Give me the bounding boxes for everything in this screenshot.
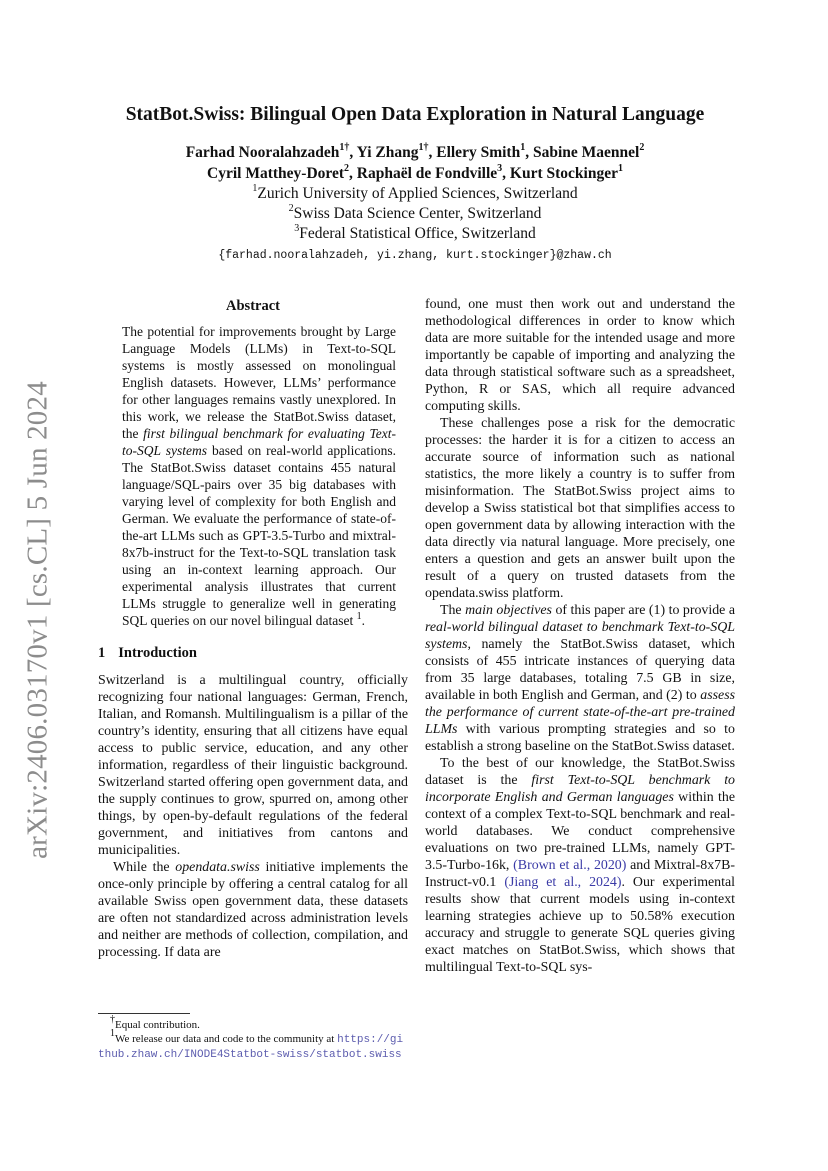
footnote xyxy=(98,1028,408,1062)
text-run: of this paper are (1) to provide a xyxy=(551,603,735,618)
right-column xyxy=(425,296,735,976)
author: Sabine Maennel xyxy=(532,144,640,161)
text-run: within the context of a complex Text-to-SQL benchmark and real-world databases. We conduct comprehensive evaluations on two pre-trained LLMs, namely GPT-3.5-Turbo-16k, xyxy=(425,790,735,873)
paper-title: StatBot.Swiss: Bilingual Open Data Exploration in Natural Language xyxy=(125,104,705,125)
footnote-ref[interactable]: 1 xyxy=(356,610,362,622)
text-emphasis: first Text-to-SQL benchmark to incorporate English and German languages xyxy=(425,773,735,805)
citation-link[interactable]: (Jiang et al., 2024) xyxy=(504,875,622,890)
abstract-part: based on real-world applications. The StatBot.Swiss dataset contains 455 natural language/SQL-pairs over 35 big databases with varying level of complexity for both English and German. We evaluate the performance of state-of-the-art LLMs such as GPT-3.5-Turbo and mixtral-8x7b-instruct for the Text-to-SQL translation task using an in-context learning approach. Our experimental analysis illustrates that current LLMs struggle to generalize well in generating SQL queries on our novel bilingual dataset xyxy=(122,443,396,628)
text-emphasis: assess the performance of current state-of-the-art pre-trained LLMs xyxy=(425,688,735,737)
text-run: and Mixtral-8x7B-Instruct-v0.1 xyxy=(425,858,735,890)
arxiv-sidebar xyxy=(8,370,68,870)
author: Yi Zhang xyxy=(356,144,419,161)
citation-link[interactable]: (Brown et al., 2020) xyxy=(513,858,627,873)
left-column xyxy=(98,296,408,961)
affiliation xyxy=(90,204,740,224)
footnote-mark: 1 xyxy=(110,1028,115,1040)
paper-header xyxy=(90,104,740,262)
affil-text: Federal Statistical Office, Switzerland xyxy=(299,225,536,242)
author-line-2: Cyril Matthey-Doret$^2$, Raphaël de Fondville$^3$, Kurt Stockinger$^1$ xyxy=(207,162,623,182)
text-run: initiative implements the once-only principle by offering a central catalog for all available Swiss open government data, these datasets are often not standardized across administration levels and neither are methods of collection, compilation, and processing. If data are xyxy=(98,860,408,960)
paragraph: These challenges pose a risk for the democratic processes: the harder it is for a citizen to access an accurate source of information such as national statistics, the more likely a country is to suffer from misinformation. The StatBot.Swiss project aims to develop a Swiss statistical bot that simplifies access to open government data by allowing interaction with the data directly via natural language. More precisely, one enters a question and gets an answer built upon the result of a query on trusted datasets from the opendata.swiss platform. xyxy=(425,416,735,601)
author-affil-mark: 1 xyxy=(617,162,623,174)
section-heading xyxy=(98,645,408,662)
paragraph: found, one must then work out and understand the methodological differences in order to know which data are more suitable for the intended usage and more importantly be capable of importing and analyzing the data through statistical software such as a spreadsheet, Python, R or SAS, which all require advanced computing skills. xyxy=(425,297,735,414)
text-run: with various prompting strategies and so to establish a strong baseline on the StatBot.Swiss dataset. xyxy=(425,722,735,754)
text-emphasis: opendata.swiss xyxy=(175,860,260,875)
author: Kurt Stockinger xyxy=(509,165,618,182)
affil-mark: 2 xyxy=(288,202,294,214)
footnote-mark: † xyxy=(110,1014,115,1026)
text-emphasis: main objectives xyxy=(465,603,552,618)
abstract-text xyxy=(98,323,408,629)
paragraph xyxy=(425,755,735,976)
author-affil-mark: 2 xyxy=(344,162,350,174)
abstract-part: The potential for improvements brought by Large Language Models (LLMs) in Text-to-SQL systems is mostly assessed on monolingual English datasets. However, LLMs’ performance for other languages remains vastly unexplored. In this work, we release the StatBot.Swiss dataset, the xyxy=(122,324,396,441)
abstract-part: . xyxy=(361,613,365,628)
arxiv-identifier[interactable]: arXiv:2406.03170v1 [cs.CL] 5 Jun 2024 xyxy=(21,381,54,859)
footnotes xyxy=(98,1013,408,1062)
section-number: 1 xyxy=(98,645,106,661)
author: Ellery Smith xyxy=(436,144,521,161)
footnote xyxy=(98,1014,408,1032)
paragraph xyxy=(425,602,735,755)
author-line-1: Farhad Nooralahzadeh$^{1\dagger}$, Yi Zhang$^{1\dagger}$, Ellery Smith$^1$, Sabine Maennel$^2$ xyxy=(185,141,645,161)
section-title: Introduction xyxy=(118,645,197,661)
affil-mark: 3 xyxy=(294,222,300,234)
author-affil-mark: 1† xyxy=(339,141,350,153)
author: Cyril Matthey-Doret xyxy=(207,165,345,182)
author: Farhad Nooralahzadeh xyxy=(185,144,340,161)
text-run: To the best of our knowledge, the StatBot.Swiss dataset is the xyxy=(425,756,735,788)
affil-text: Swiss Data Science Center, Switzerland xyxy=(293,205,542,222)
paragraph: Switzerland is a multilingual country, officially recognizing four national languages: German, French, Italian, and Romansh. Multilingualism is a pillar of the country’s identity, ensuring that all citizens have equal access to public service, education, and any other information, regardless of their linguistic background. Switzerland started offering open government data, and the supply continues to grow, spurred on, among other things, by open-by-default regulations of the federal government, and initiatives from cantons and municipalities. xyxy=(98,673,408,858)
footnote-text: Equal contribution. xyxy=(115,1019,200,1031)
text-run: While the xyxy=(113,860,176,875)
affil-text: Zurich University of Applied Sciences, Switzerland xyxy=(257,185,578,202)
author-affil-mark: 1† xyxy=(418,141,429,153)
text-run: , namely the StatBot.Swiss dataset, which consists of 455 intricate instances of querying data from 35 large databases, totaling 7.5 GB in size, available in both English and German, and (2) to xyxy=(425,637,735,703)
abstract-emphasis: first bilingual benchmark for evaluating Text-to-SQL systems xyxy=(122,426,396,458)
text-run: The xyxy=(440,603,466,618)
author-affil-mark: 3 xyxy=(497,162,503,174)
author-affil-mark: 1 xyxy=(520,141,526,153)
footnote-text: We release our data and code to the community at xyxy=(115,1033,338,1045)
text-emphasis: real-world bilingual dataset to benchmark Text-to-SQL systems xyxy=(425,620,735,652)
repository-link[interactable]: https://github.zhaw.ch/INODE4Statbot-swiss/statbot.swiss xyxy=(98,1034,404,1061)
author-emails: {farhad.nooralahzadeh, yi.zhang, kurt.stockinger}@zhaw.ch xyxy=(218,249,612,262)
author-affil-mark: 2 xyxy=(639,141,645,153)
text-run: . Our experimental results show that current models using in-context learning strategies achieve up to 50.58% execution accuracy and struggle to generate SQL queries giving exact matches on StatBot.Swiss, which shows that multilingual Text-to-SQL sys- xyxy=(425,875,735,975)
affiliation xyxy=(90,184,740,204)
author: Raphaël de Fondville xyxy=(356,165,498,182)
affil-mark: 1 xyxy=(252,182,258,194)
affiliation xyxy=(90,224,740,244)
abstract-heading: Abstract xyxy=(226,298,280,314)
paragraph xyxy=(98,859,408,961)
